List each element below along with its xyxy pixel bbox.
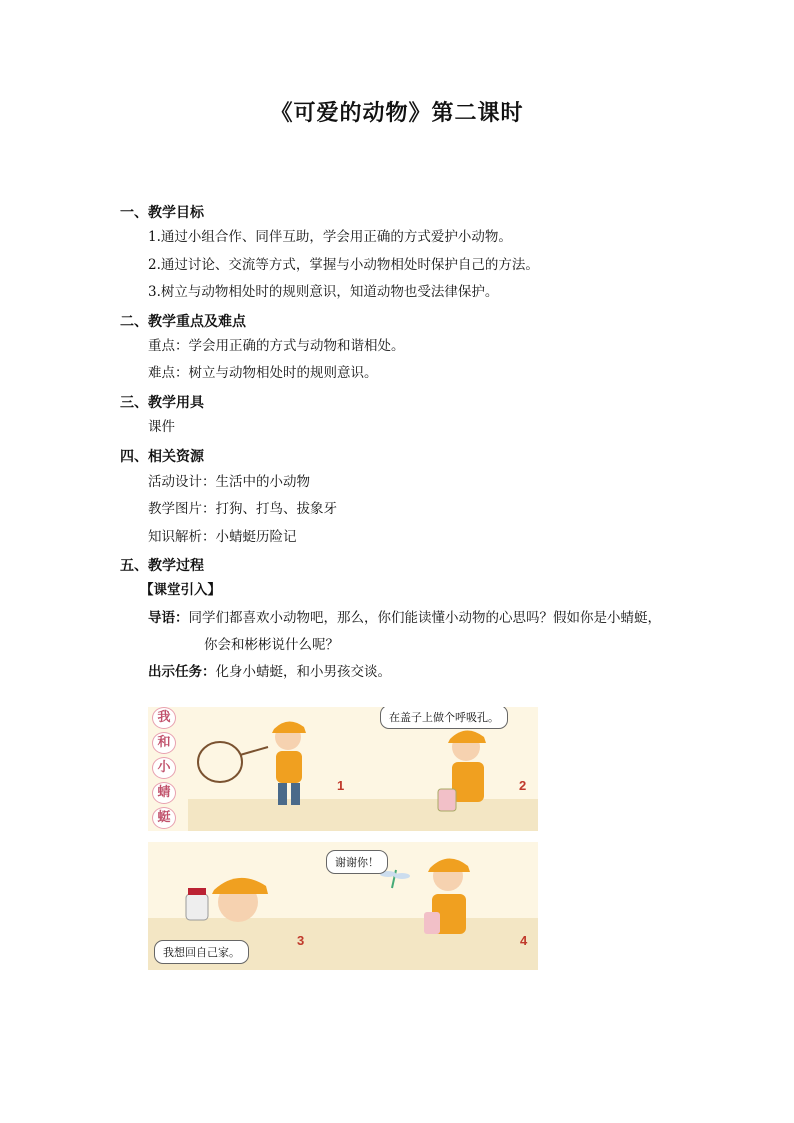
guide-line-2: 你会和彬彬说什么呢？ [204,637,339,653]
task-label: 出示任务： [148,664,216,680]
task-line [148,663,391,681]
boy-thank-icon [424,858,470,934]
speech-bubble: 谢谢你！ [326,850,388,874]
difficulty-item: 难点：树立与动物相处时的规则意识。 [148,365,378,381]
section-heading-tools: 三、教学用具 [120,395,204,411]
key-point-item: 重点：学会用正确的方式与动物和谐相处。 [148,338,405,354]
resource-item: 知识解析：小蜻蜓历险记 [148,529,297,545]
guide-label: 导语： [148,610,189,626]
comic-panel-bottom [148,842,538,970]
guide-line-1 [148,609,661,627]
section-heading-resources: 四、相关资源 [120,449,204,465]
guide-text: 同学们都喜欢小动物吧，那么，你们能读懂小动物的心思吗？假如你是小蜻蜓， [188,610,661,626]
boy-with-net-icon [198,721,306,805]
comic-panel-top [148,707,538,831]
resource-item: 教学图片：打狗、打鸟、拔象牙 [148,501,337,517]
resource-item: 活动设计：生活中的小动物 [148,474,310,490]
subheading-intro: 【课堂引入】 [140,582,221,598]
objective-item: 2.通过讨论、交流等方式，掌握与小动物相处时保护自己的方法。 [148,257,539,273]
vertical-title-char: 小 [152,757,176,779]
tool-item: 课件 [148,419,175,435]
section-heading-key-points: 二、教学重点及难点 [120,314,246,330]
vertical-title-char: 我 [152,707,176,729]
boy-peeking-icon [186,878,268,922]
boy-with-jar-icon [438,730,486,811]
panel-number: 2 [519,778,527,793]
objective-item: 3.树立与动物相处时的规则意识，知道动物也受法律保护。 [148,284,499,300]
dragonfly-icon [380,870,410,888]
task-text: 化身小蜻蜓，和小男孩交谈。 [215,664,391,680]
vertical-title-char: 蜻 [152,782,176,804]
panel-number: 4 [520,933,528,948]
objective-item: 1.通过小组合作、同伴互助，学会用正确的方式爱护小动物。 [148,229,512,245]
section-heading-process: 五、教学过程 [120,558,204,574]
panel-number: 1 [337,778,345,793]
speech-bubble: 在盖子上做个呼吸孔。 [380,707,508,729]
panel-number: 3 [297,933,305,948]
section-heading-objectives: 一、教学目标 [120,205,204,221]
speech-bubble: 我想回自己家。 [154,940,249,964]
vertical-title-char: 和 [152,732,176,754]
vertical-title-char: 蜓 [152,807,176,829]
page-title: 《可爱的动物》第二课时 [270,100,524,126]
